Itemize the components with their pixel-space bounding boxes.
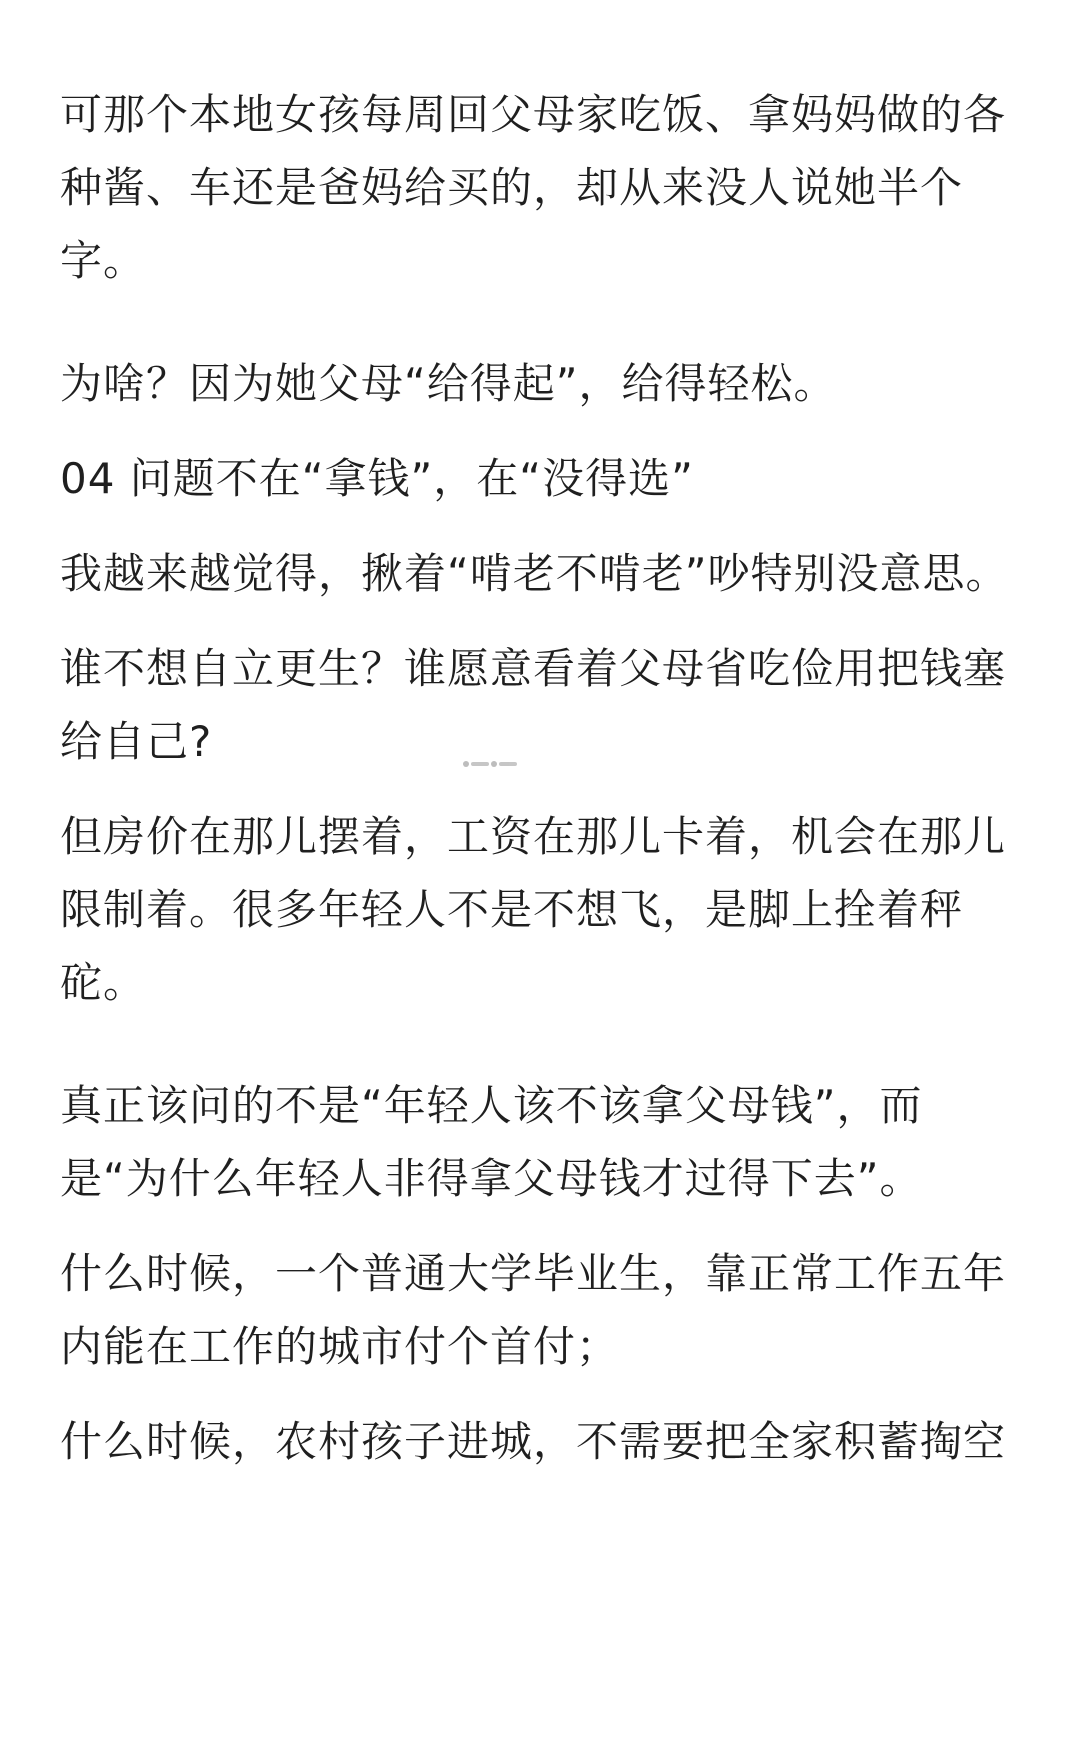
watermark-dot (491, 761, 497, 767)
paragraph: 谁不想自立更生？谁愿意看着父母省吃俭用把钱塞给自己? (60, 644, 1007, 766)
paragraph: 可那个本地女孩每周回父母家吃饭、拿妈妈做的各种酱、车还是爸妈给买的，却从来没人说她半个字。 (60, 90, 1007, 285)
article-body (60, 78, 1020, 1478)
section-heading: 04 问题不在“拿钱”，在“没得选” (60, 454, 694, 503)
watermark-bar (499, 762, 517, 766)
paragraph: 什么时候，一个普通大学毕业生，靠正常工作五年内能在工作的城市付个首付； (60, 1249, 1007, 1371)
watermark-icon (463, 754, 525, 774)
watermark-bar (471, 762, 489, 766)
paragraph: 什么时候，农村孩子进城，不需要把全家积蓄掏空 (60, 1417, 1007, 1466)
paragraph: 但房价在那儿摆着，工资在那儿卡着，机会在那儿限制着。很多年轻人不是不想飞，是脚上拴着秤砣。 (60, 812, 1007, 1007)
watermark-dot (463, 761, 469, 767)
paragraph: 为啥？因为她父母“给得起”，给得轻松。 (60, 359, 837, 408)
paragraph: 我越来越觉得，揪着“啃老不啃老”吵特别没意思。 (60, 549, 1009, 598)
paragraph: 真正该问的不是“年轻人该不该拿父母钱”，而是“为什么年轻人非得拿父母钱才过得下去”。 (60, 1081, 923, 1203)
